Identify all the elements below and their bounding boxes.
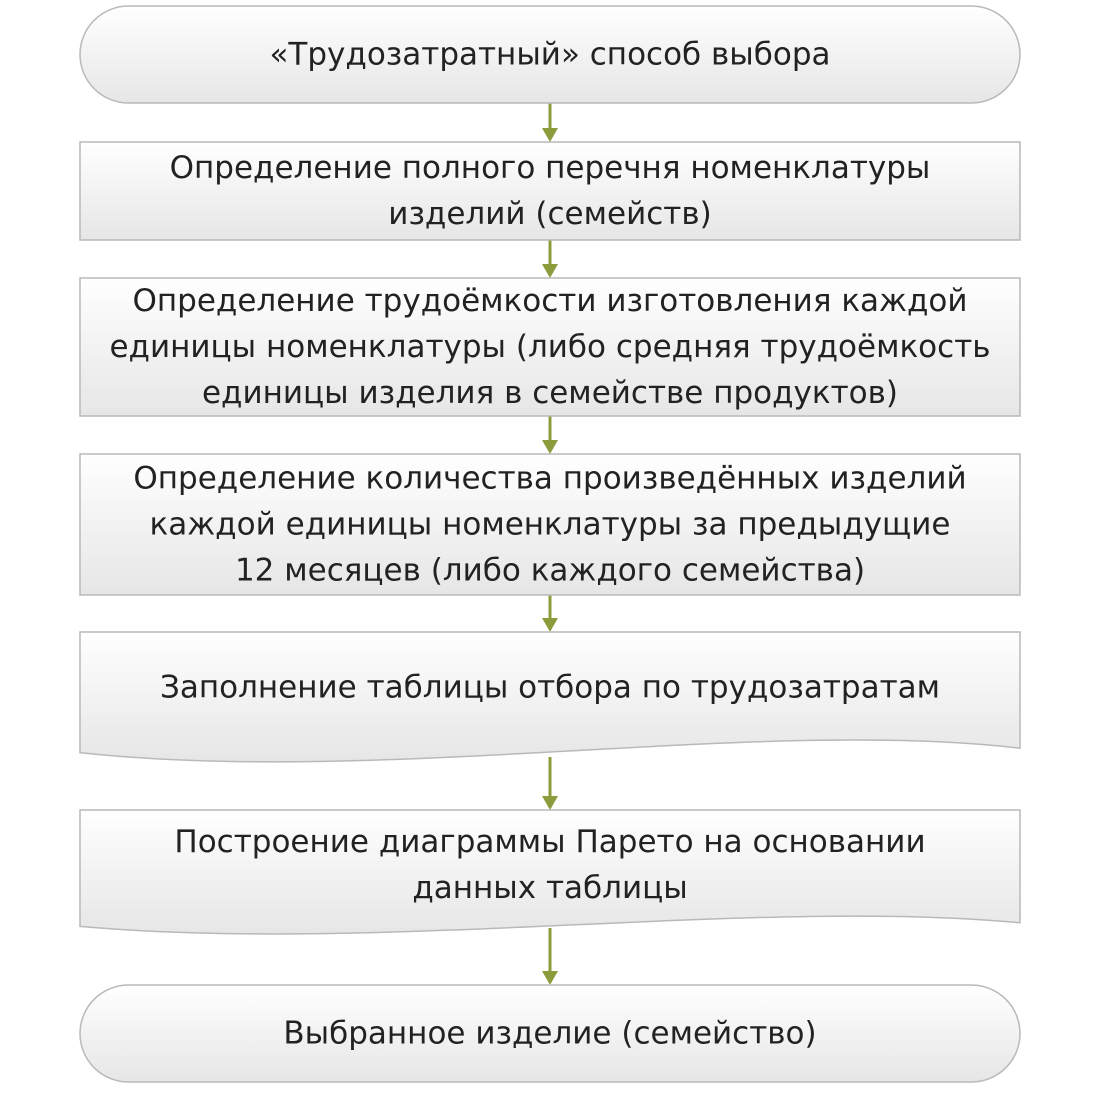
node-label-line: единицы изделия в семействе продуктов)	[201, 375, 899, 411]
connector-step-nomenclature-to-step-labor-intensity	[542, 240, 558, 278]
node-label-line: Заполнение таблицы отбора по трудозатратам	[159, 669, 941, 706]
connector-step-table-to-step-pareto	[542, 757, 558, 810]
connector-start-to-step-nomenclature	[542, 103, 558, 142]
arrowhead	[542, 440, 558, 454]
node-label-line: Определение количества произведённых изделий	[133, 460, 967, 497]
nodes	[80, 6, 1020, 1082]
node-label-line: 12 месяцев (либо каждого семейства)	[234, 552, 866, 589]
node-step-quantity	[80, 454, 1020, 595]
node-step-table	[80, 632, 1020, 762]
node-end	[80, 985, 1020, 1082]
arrowhead	[542, 618, 558, 632]
node-step-pareto	[80, 810, 1020, 934]
node-label-line: каждой единицы номенклатуры за предыдущие	[149, 506, 951, 543]
node-label-line: данных таблицы	[412, 870, 688, 906]
node-label-line: Определение полного перечня номенклатуры	[169, 150, 931, 186]
arrowhead	[542, 971, 558, 985]
arrowhead	[542, 796, 558, 810]
node-label-line: Построение диаграммы Парето на основании	[174, 824, 926, 860]
node-label-line: единицы номенклатуры (либо средняя трудоёмкость	[109, 329, 991, 365]
node-step-labor-intensity	[80, 278, 1020, 416]
node-start	[80, 6, 1020, 103]
node-label-line: Выбранное изделие (семейство)	[283, 1015, 817, 1052]
arrowhead	[542, 264, 558, 278]
connector-step-pareto-to-end	[542, 928, 558, 985]
arrowhead	[542, 128, 558, 142]
connector-step-quantity-to-step-table	[542, 595, 558, 632]
node-label-line: Определение трудоёмкости изготовления каждой	[132, 283, 968, 319]
node-step-nomenclature	[80, 142, 1020, 240]
node-label-line: «Трудозатратный» способ выбора	[269, 36, 831, 73]
connector-step-labor-intensity-to-step-quantity	[542, 416, 558, 454]
node-label-line: изделий (семейств)	[388, 196, 712, 232]
